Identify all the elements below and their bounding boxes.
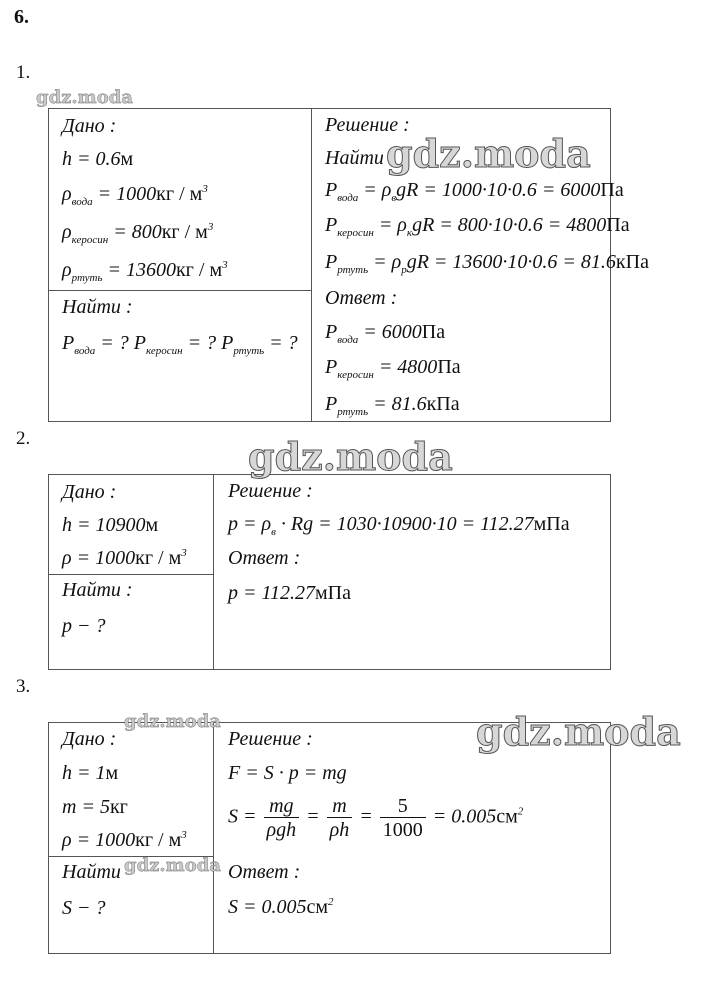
solution-line: $P_{ртуть} = \rho_рgR = 13600\cdot 10\cdot 0.6 = 81.6кПа$ <box>325 251 649 276</box>
find-line: p − ? <box>62 615 106 637</box>
given-line: $\rho = 1000кг / м^3$ <box>62 547 187 569</box>
answer-line: $P_{керосин} = 4800Па$ <box>325 356 461 381</box>
given-line: h = 0.6м <box>62 148 134 170</box>
watermark-logo: gdz.moda <box>386 131 591 176</box>
problem-1-number: 1. <box>16 62 31 83</box>
solution-find: Найти <box>325 147 384 169</box>
find-label: Найти : <box>62 579 133 601</box>
given-label: Дано : <box>62 115 117 137</box>
given-line: h = 10900м <box>62 514 159 536</box>
given-line: m = 5кг <box>62 796 128 818</box>
problem-2-number: 2. <box>16 428 31 449</box>
divider <box>213 474 214 670</box>
given-label: Дано : <box>62 728 117 750</box>
find-line: S − ? <box>62 897 106 919</box>
answer-label: Ответ : <box>325 287 398 309</box>
solution-line: $P_{керосин} = \rho_кgR = 800\cdot 10\cdot 0.6 = 4800Па$ <box>325 214 630 239</box>
watermark-logo: gdz.moda <box>476 709 681 754</box>
problem-2-table <box>48 474 611 670</box>
find-line: $P_{вода}$ = ? $P_{керосин}$ = ? $P_{ртуть}$ = ? <box>62 332 298 357</box>
answer-line: $P_{вода} = 6000Па$ <box>325 321 446 346</box>
answer-label: Ответ : <box>228 861 301 883</box>
given-label: Дано : <box>62 481 117 503</box>
given-line: $\rho_{керосин} = 800кг / м^3$ <box>62 221 214 246</box>
solution-label: Решение : <box>228 480 313 502</box>
find-label: Найти : <box>62 296 133 318</box>
given-line: $\rho = 1000кг / м^3$ <box>62 829 187 851</box>
solution-line: $P_{вода} = \rho_вgR = 1000\cdot 10\cdot 0.6 = 6000Па$ <box>325 179 624 204</box>
answer-line: $P_{ртуть} = 81.6кПа$ <box>325 393 460 418</box>
solution-line: S = $\frac{mg}{\text{ρgh}}$ = $\frac{m}{\rho h}$ = $\frac{5}{1000}$ = $0.005см^2$ <box>228 795 524 841</box>
divider <box>213 722 214 954</box>
problem-3-number: 3. <box>16 676 31 697</box>
solution-label: Решение : <box>228 728 313 750</box>
watermark-logo: gdz.moda <box>248 434 453 479</box>
divider <box>48 574 213 575</box>
watermark-logo: gdz.moda <box>36 87 133 108</box>
answer-label: Ответ : <box>228 547 301 569</box>
divider <box>48 290 311 291</box>
find-label: Найти <box>62 861 121 883</box>
answer-line: p = 112.27мПа <box>228 582 351 604</box>
task-number: 6. <box>14 6 29 28</box>
watermark-logo: gdz.moda <box>124 711 221 732</box>
given-line: $\rho_{вода} = 1000кг / м^3$ <box>62 183 208 208</box>
given-line: $\rho_{ртуть} = 13600кг / м^3$ <box>62 259 228 284</box>
solution-line: $p = \rho_в \cdot Rg = 1030\cdot 10900\cdot 10 = 112.27мПа$ <box>228 513 570 538</box>
divider <box>311 108 312 422</box>
solution-label: Решение : <box>325 114 410 136</box>
given-line: h = 1м <box>62 762 119 784</box>
solution-line: F = S · p = mg <box>228 762 347 784</box>
answer-line: $S = 0.005см^2$ <box>228 896 334 918</box>
watermark-logo: gdz.moda <box>124 855 221 876</box>
